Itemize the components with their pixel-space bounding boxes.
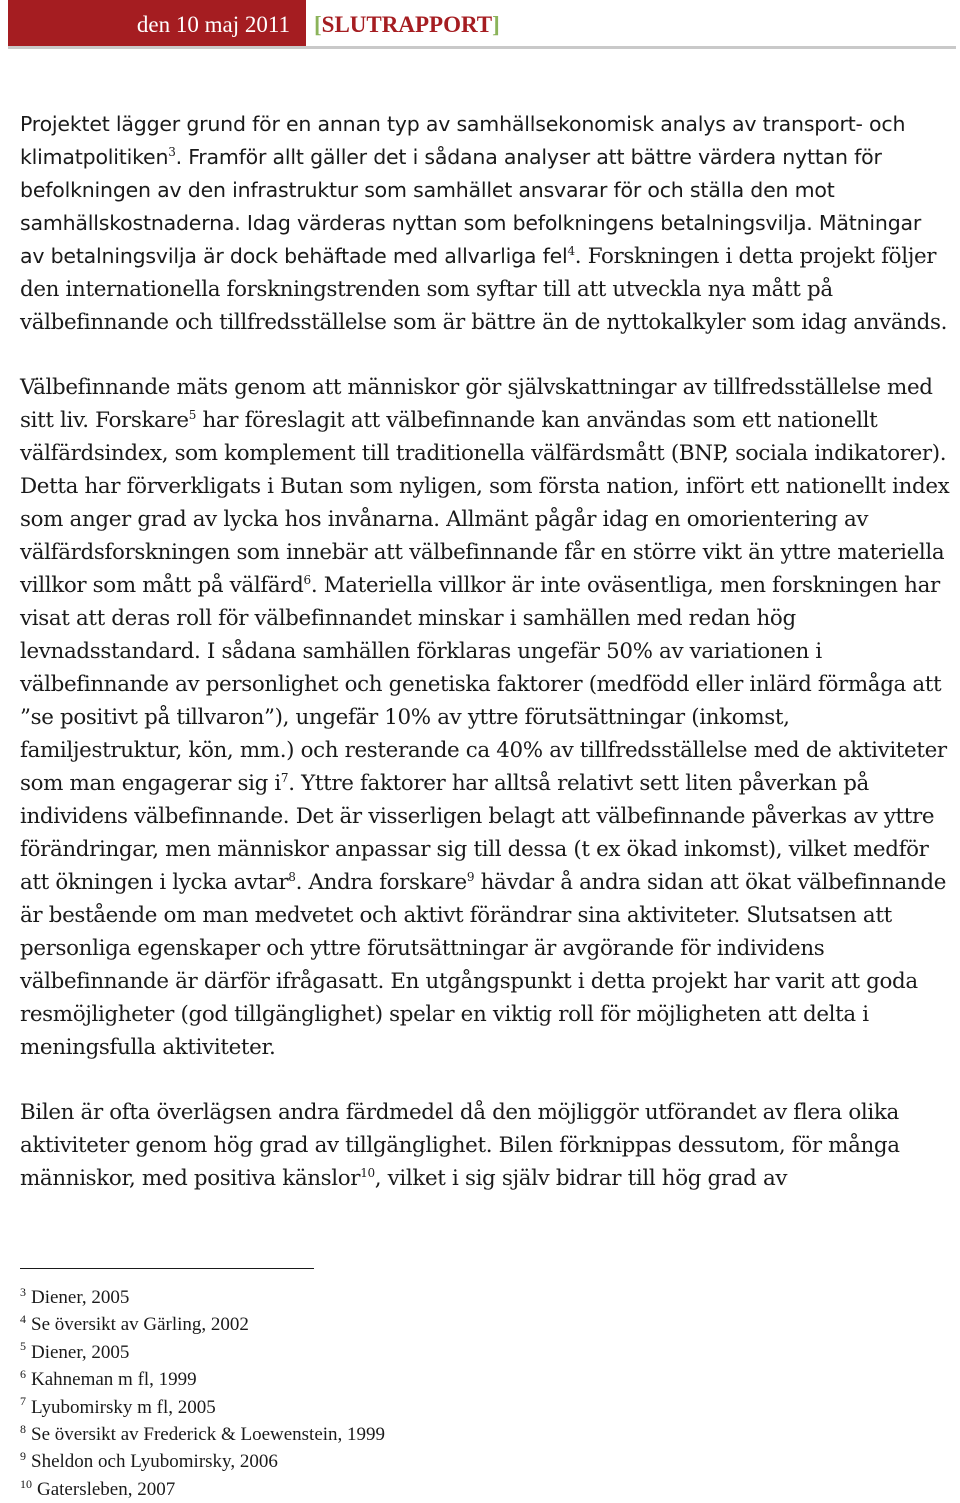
paragraph-2-text: hävdar å andra sidan att ökat välbefinnande är bestående om man medvetet och aktivt förändrar sina aktiviteter. Slutsatsen att personliga egenskaper och yttre förutsättningar är avgörande för individens välbefinnande är därför ifrågasatt. En utgångspunkt i detta projekt har varit att goda resmöjligheter (god tillgänglighet) spelar en viktig roll för möjligheten att delta i meningsfulla aktiviteter. <box>20 870 947 1060</box>
paragraph-2-text: Välbefinnande mäts genom att människor gör självskattningar av tillfredsställelse med sitt liv. Forskare <box>20 375 933 433</box>
paragraph-3-text: Bilen är ofta överlägsen andra färdmedel då den möjliggör utförandet av flera olika aktiviteter genom hög grad av tillgänglighet. Bilen förknippas dessutom, för många människor, med positiva känslor <box>20 1100 900 1191</box>
footnote-number: 10 <box>20 1476 32 1491</box>
footnote-item <box>20 1311 720 1338</box>
footnote-item <box>20 1476 720 1503</box>
paragraph-3-text: , vilket i sig själv bidrar till hög grad av <box>374 1166 788 1191</box>
report-title: SLUTRAPPORT <box>321 12 493 37</box>
footnote-text: Gatersleben, 2007 <box>37 1478 176 1500</box>
title-bracket-open: [ <box>314 12 322 37</box>
paragraph-1 <box>20 108 950 339</box>
footnote-text: Diener, 2005 <box>31 1287 130 1308</box>
footnote-number: 5 <box>20 1339 26 1354</box>
paragraph-1-text: . Framför allt gäller det i sådana analyser att bättre värdera nyttan för befolkningen av den infrastruktur som samhället ansvarar för och ställa den mot samhällskostnaderna. Idag värderas nyttan som befolkningens betalningsvilja. Mätningar av betalningsvilja är dock behäftade med allvarliga fel <box>20 145 922 268</box>
footnote-ref: 6 <box>303 572 311 587</box>
footnote-text: Kahneman m fl, 1999 <box>31 1369 197 1391</box>
paragraph-2-text: har föreslagit att välbefinnande kan användas som ett nationellt välfärdsindex, som komplement till traditionella välfärdsmått (BNP, sociala indikatorer). Detta har förverkligats i Butan som nyligen, som första nation, infört ett nationellt index som anger grad av lycka hos invånarna. Allmänt pågår idag en omorientering av välfärdsforskningen som innebär att välbefinnande får en större vikt än yttre materiella villkor som mått på välfärd <box>20 408 950 598</box>
title-bracket-close: ] <box>492 12 500 37</box>
footnote-ref: 3 <box>168 144 176 159</box>
paragraph-1-text: . Forskningen i detta projekt följer den internationella forskningstrenden som syftar till att utveckla nya mått på välbefinnande och tillfredsställelse som är bättre än de nyttokalkyler som idag används. <box>20 244 948 335</box>
footnote-number: 9 <box>20 1449 26 1464</box>
footnote-separator <box>20 1268 314 1269</box>
body-text <box>20 108 950 1227</box>
footnotes <box>20 1284 720 1503</box>
footnote-text: Se översikt av Frederick & Loewenstein, 1999 <box>31 1424 386 1446</box>
footnote-ref: 9 <box>466 869 475 884</box>
footnote-item <box>20 1394 720 1421</box>
footnote-text: Se översikt av Gärling, 2002 <box>31 1314 249 1336</box>
footnote-ref: 10 <box>360 1165 375 1180</box>
footnote-number: 3 <box>20 1284 26 1299</box>
footnote-number: 8 <box>20 1421 26 1436</box>
paragraph-2 <box>20 371 950 1064</box>
footnote-text: Diener, 2005 <box>31 1341 130 1363</box>
header-date: den 10 maj 2011 <box>136 12 290 37</box>
paragraph-2-text: . Andra forskare <box>295 870 467 895</box>
paragraph-2-text: . Materiella villkor är inte oväsentliga, men forskningen har visat att deras roll för välbefinnandet minskar i samhällen med redan hög levnadsstandard. I sådana samhällen förklaras ungefär 50% av variationen i välbefinnande av personlighet och genetiska faktorer (medfödd eller inlärd förmåga att ”se positivt på tillvaron”), ungefär 10% av yttre förutsättningar (inkomst, familjestruktur, kön, mm.) och resterande ca 40% av tillfredsställelse med de aktiviteter som man engagerar sig i <box>20 573 947 796</box>
footnote-text: Lyubomirsky m fl, 2005 <box>31 1396 216 1418</box>
header-title-box <box>306 0 956 46</box>
page-header <box>8 0 956 49</box>
footnote-item <box>20 1448 720 1475</box>
footnote-number: 4 <box>20 1312 26 1327</box>
footnote-ref: 5 <box>188 407 196 422</box>
paragraph-1-text: Projektet lägger grund för en annan typ av samhällsekonomisk analys av transport- och klimatpolitiken <box>20 112 906 169</box>
footnote-item <box>20 1339 720 1366</box>
footnote-item <box>20 1284 720 1311</box>
footnote-text: Sheldon och Lyubomirsky, 2006 <box>31 1451 278 1473</box>
footnote-item <box>20 1421 720 1448</box>
footnote-ref: 4 <box>567 243 575 258</box>
footnote-item <box>20 1366 720 1393</box>
footnote-ref: 8 <box>288 869 296 884</box>
paragraph-3 <box>20 1096 950 1195</box>
paragraph-2-text: . Yttre faktorer har alltså relativt sett liten påverkan på individens välbefinnande. Det är visserligen belagt att välbefinnande påverkas av yttre förändringar, men människor anpassar sig till dessa (t ex ökad inkomst), vilket medför att ökningen i lycka avtar <box>20 771 935 895</box>
footnote-number: 7 <box>20 1394 26 1409</box>
footnote-ref: 7 <box>280 770 289 785</box>
footnote-number: 6 <box>20 1366 26 1381</box>
